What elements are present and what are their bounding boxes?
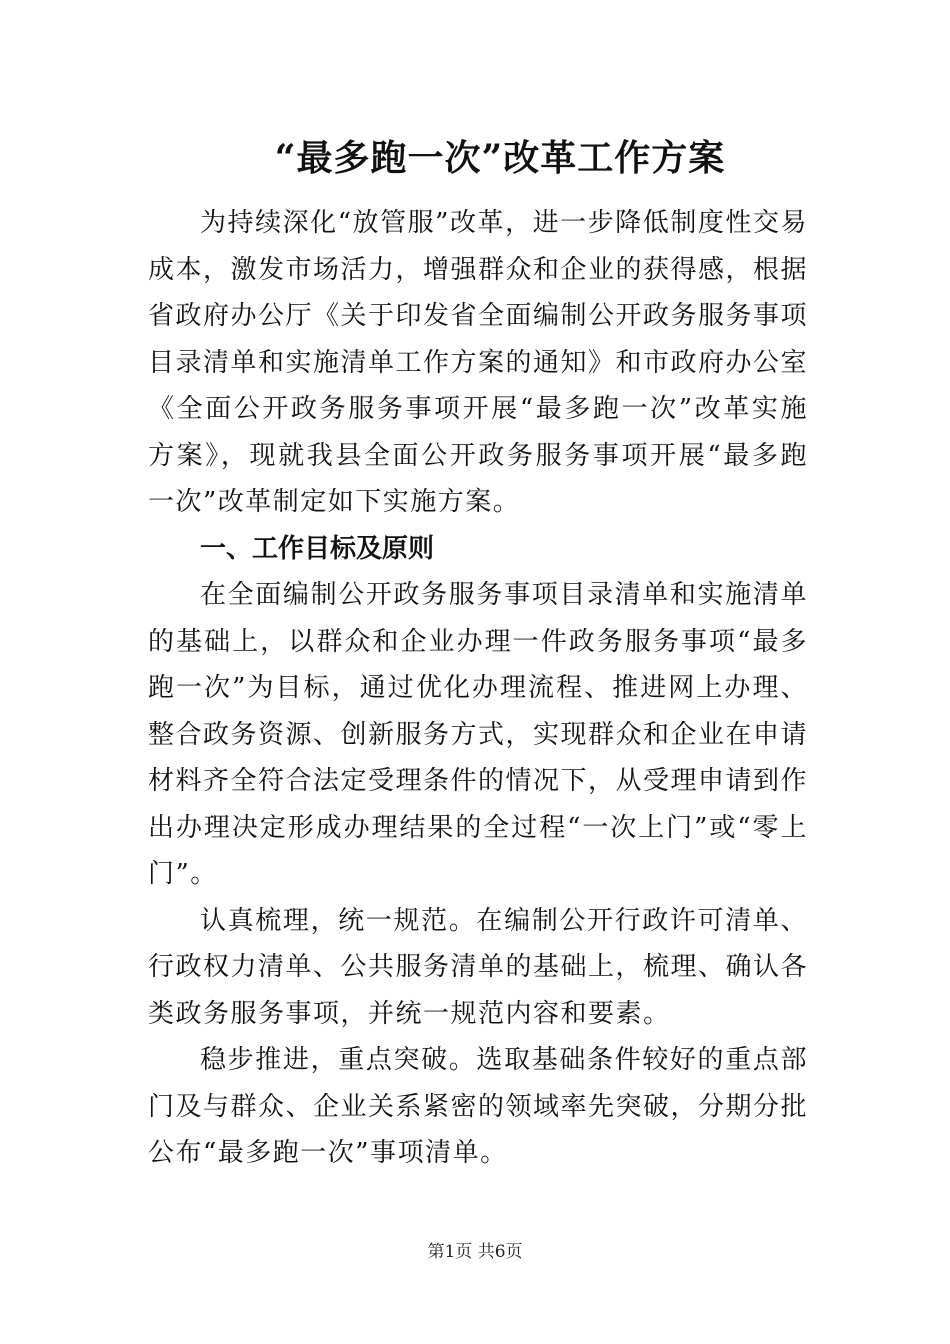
section-paragraph-breakthrough: 稳步推进，重点突破。选取基础条件较好的重点部门及与群众、企业关系紧密的领域率先突破，分期分批公布“最多跑一次”事项清单。 [148,1045,809,1168]
section-paragraph-standardize: 认真梳理，统一规范。在编制公开行政许可清单、行政权力清单、公共服务清单的基础上，梳理、确认各类政务服务事项，并统一规范内容和要素。 [148,905,809,1029]
page-footer: 第1页 共6页 [427,1242,523,1262]
section-paragraph-goal: 在全面编制公开政务服务事项目录清单和实施清单的基础上，以群众和企业办理一件政务服务事项“最多跑一次”为目标，通过优化办理流程、推进网上办理、整合政务资源、创新服务方式，实现群众和企业在申请材料齐全符合法定受理条件的情况下，从受理申请到作出办理决定形成办理结果的全过程“一次上门”或“零上门”。 [148,580,809,889]
document-title: “最多跑一次”改革工作方案 [274,137,726,179]
document-body [148,200,808,1177]
section-heading: 一、工作目标及原则 [200,533,435,564]
intro-paragraph: 为持续深化“放管服”改革，进一步降低制度性交易成本，激发市场活力，增强群众和企业的获得感，根据省政府办公厅《关于印发省全面编制公开政务服务事项目录清单和实施清单工作方案的通知》和市政府办公室《全面公开政务服务事项开展“最多跑一次”改革实施方案》，现就我县全面公开政务服务事项开展“最多跑一次”改革制定如下实施方案。 [148,208,809,517]
